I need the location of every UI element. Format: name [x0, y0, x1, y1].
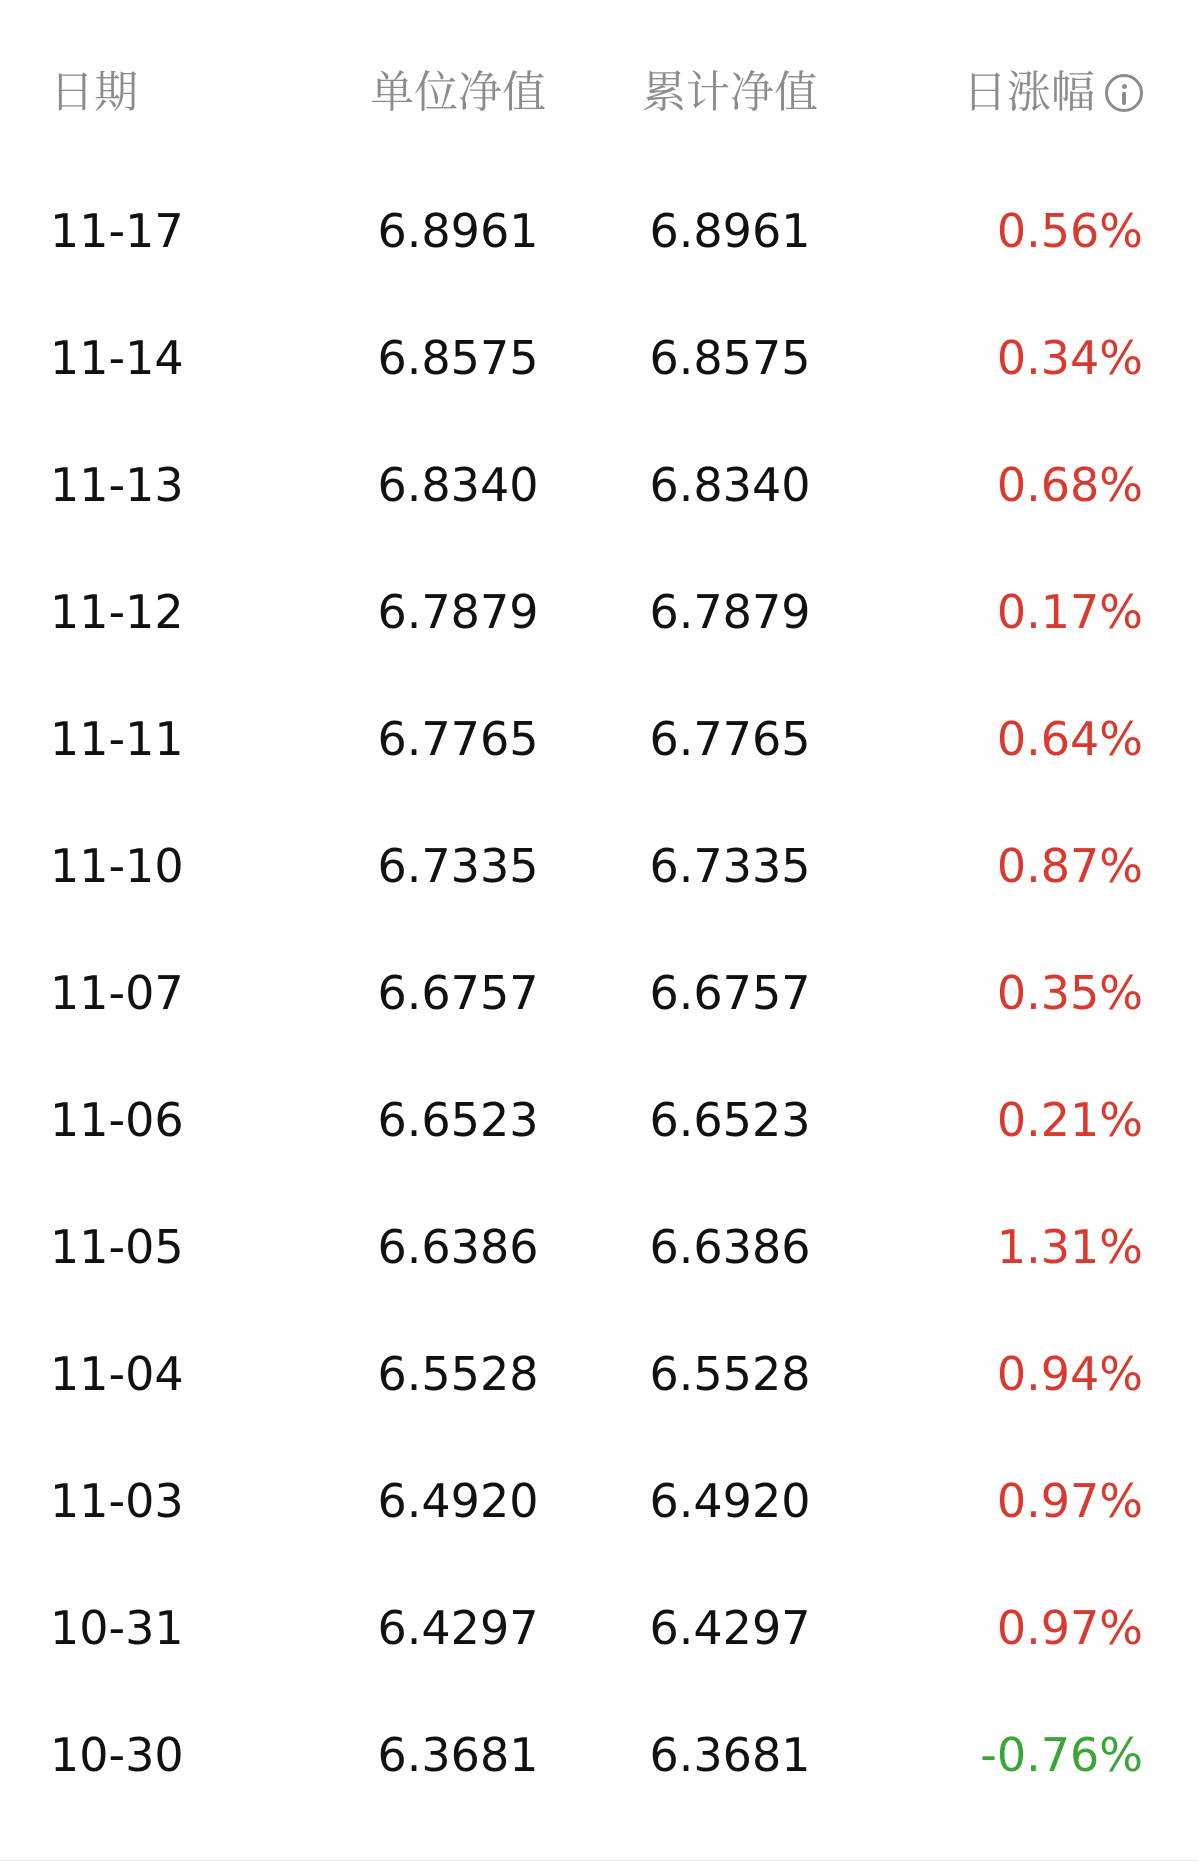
row-unit-nav: 6.4920	[377, 1474, 539, 1528]
column-header-acc-nav: 累计净值	[642, 67, 818, 118]
column-header-unit-nav: 单位净值	[370, 67, 546, 118]
row-date: 11-06	[50, 1093, 184, 1147]
row-date: 11-10	[50, 839, 184, 893]
table-row[interactable]	[0, 422, 1199, 549]
row-date: 11-12	[50, 585, 184, 639]
row-date: 11-05	[50, 1220, 184, 1274]
row-unit-nav: 6.6386	[377, 1220, 539, 1274]
row-date: 11-13	[50, 458, 184, 512]
table-row[interactable]	[0, 1184, 1199, 1311]
table-row[interactable]	[0, 549, 1199, 676]
table-row[interactable]	[0, 930, 1199, 1057]
column-header-daily-change	[963, 48, 1143, 138]
row-acc-nav: 6.6386	[649, 1220, 811, 1274]
row-unit-nav: 6.3681	[377, 1728, 539, 1782]
row-daily-change: 0.94%	[996, 1347, 1143, 1401]
row-acc-nav: 6.8575	[649, 331, 811, 385]
row-acc-nav: 6.7879	[649, 585, 811, 639]
row-acc-nav: 6.8340	[649, 458, 811, 512]
row-unit-nav: 6.7335	[377, 839, 539, 893]
table-row[interactable]	[0, 803, 1199, 930]
row-date: 10-30	[50, 1728, 184, 1782]
row-daily-change: 0.35%	[996, 966, 1143, 1020]
row-date: 11-14	[50, 331, 184, 385]
table-row[interactable]	[0, 1438, 1199, 1565]
row-daily-change: 0.97%	[996, 1474, 1143, 1528]
row-acc-nav: 6.5528	[649, 1347, 811, 1401]
info-icon[interactable]	[1105, 74, 1143, 112]
row-acc-nav: 6.3681	[649, 1728, 811, 1782]
row-date: 11-11	[50, 712, 184, 766]
row-unit-nav: 6.6523	[377, 1093, 539, 1147]
row-unit-nav: 6.4297	[377, 1601, 539, 1655]
table-row[interactable]	[0, 1311, 1199, 1438]
row-daily-change: 1.31%	[996, 1220, 1143, 1274]
row-daily-change: 0.34%	[996, 331, 1143, 385]
column-header-date: 日期	[50, 67, 138, 118]
row-acc-nav: 6.6757	[649, 966, 811, 1020]
row-acc-nav: 6.4920	[649, 1474, 811, 1528]
row-daily-change: 0.68%	[996, 458, 1143, 512]
row-daily-change: 0.87%	[996, 839, 1143, 893]
row-acc-nav: 6.4297	[649, 1601, 811, 1655]
table-row[interactable]	[0, 676, 1199, 803]
row-date: 11-17	[50, 204, 184, 258]
table-row[interactable]	[0, 1565, 1199, 1692]
row-acc-nav: 6.6523	[649, 1093, 811, 1147]
table-row[interactable]	[0, 168, 1199, 295]
row-unit-nav: 6.8575	[377, 331, 539, 385]
row-unit-nav: 6.5528	[377, 1347, 539, 1401]
row-acc-nav: 6.8961	[649, 204, 811, 258]
table-row[interactable]	[0, 295, 1199, 422]
table-row[interactable]	[0, 1692, 1199, 1819]
table-row[interactable]	[0, 1057, 1199, 1184]
row-daily-change: 0.97%	[996, 1601, 1143, 1655]
row-date: 11-04	[50, 1347, 184, 1401]
row-unit-nav: 6.7765	[377, 712, 539, 766]
row-daily-change: -0.76%	[980, 1728, 1143, 1782]
row-date: 10-31	[50, 1601, 184, 1655]
row-unit-nav: 6.8340	[377, 458, 539, 512]
row-unit-nav: 6.7879	[377, 585, 539, 639]
row-unit-nav: 6.6757	[377, 966, 539, 1020]
row-daily-change: 0.21%	[996, 1093, 1143, 1147]
row-daily-change: 0.17%	[996, 585, 1143, 639]
row-date: 11-07	[50, 966, 184, 1020]
row-acc-nav: 6.7765	[649, 712, 811, 766]
row-acc-nav: 6.7335	[649, 839, 811, 893]
row-date: 11-03	[50, 1474, 184, 1528]
table-header	[0, 48, 1199, 138]
row-unit-nav: 6.8961	[377, 204, 539, 258]
row-daily-change: 0.64%	[996, 712, 1143, 766]
row-daily-change: 0.56%	[996, 204, 1143, 258]
daily-change-label: 日涨幅	[963, 67, 1095, 118]
table-body	[0, 168, 1199, 1819]
